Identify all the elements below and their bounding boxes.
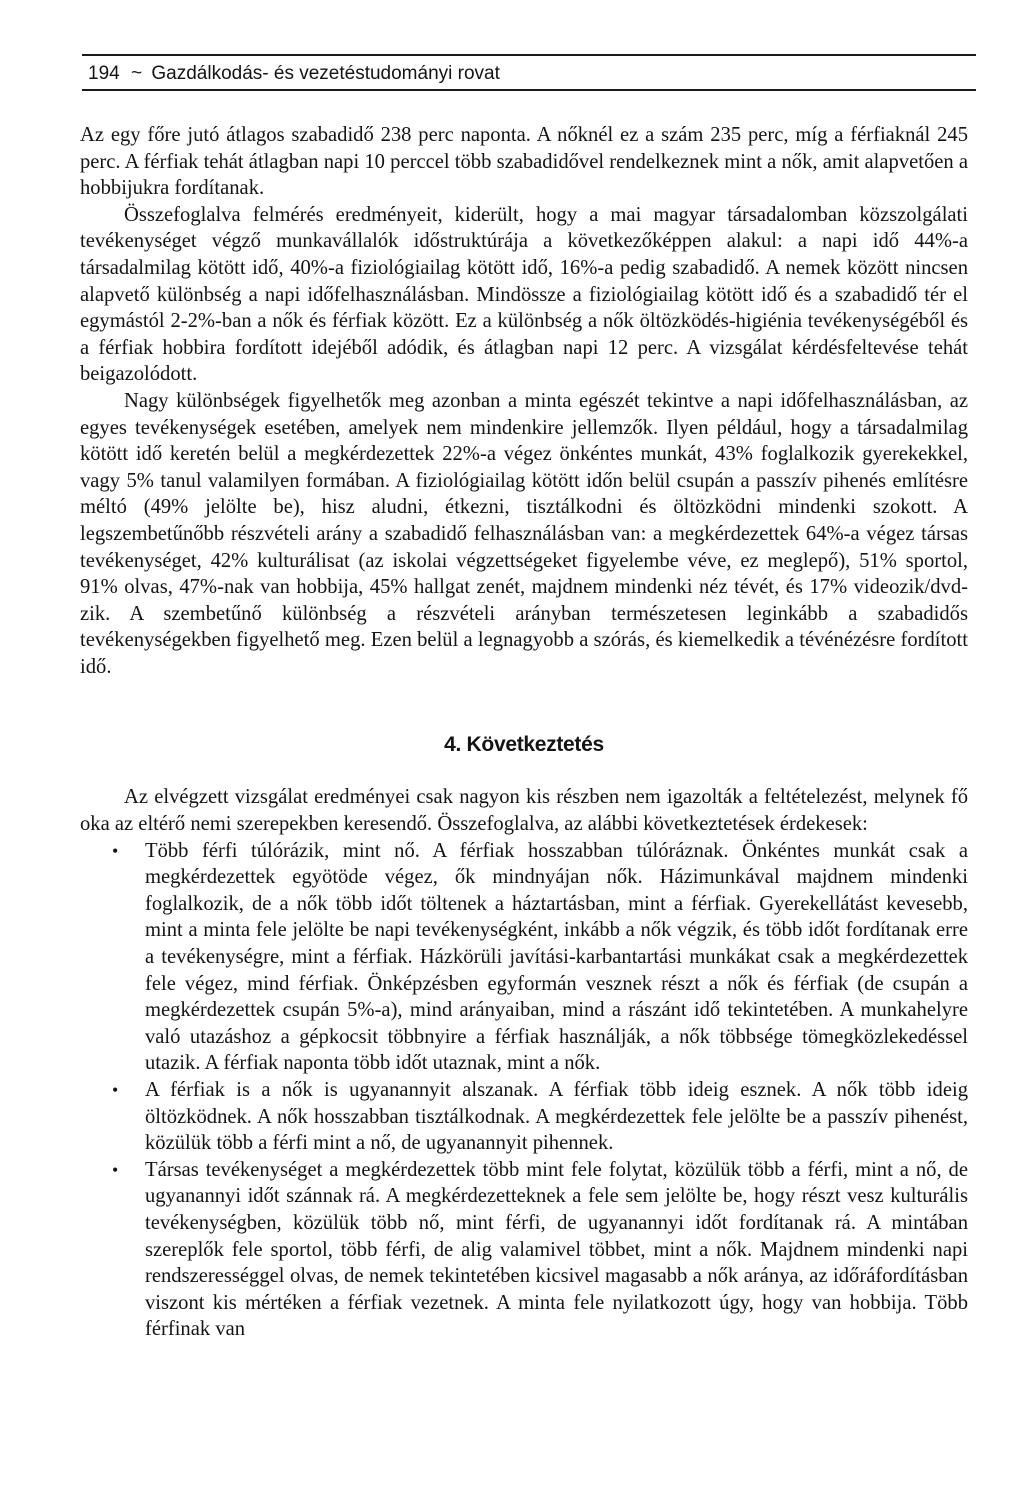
bullet-icon: • [112, 1159, 119, 1180]
paragraph-2: Összefoglalva felmérés eredményeit, kiderült, hogy a mai magyar társadalomban közszolgálati tevékenységet végző munkavállalók időstruktúrája a következőképpen alakul: a napi idő 44%-a társadalmilag kötött idő, 40%-a fiziológiailag kötött idő, 16%-a pedig szabadidő. A nemek között nincsen alapvető különbség a napi időfelhasználásban. Mindössze a fiziológiailag kötött idő és a szabadidő tér el egymástól 2-2%-ban a nők és férfiak között. Ez a különbség a nők öltözködés-higiénia tevékenységéből és a férfiak hobbira fordított idejéből adódik, és átlagban napi 12 perc. A vizsgálat kérdésfeltevése tehát beigazolódott. [80, 203, 968, 386]
page-number: 194 [88, 63, 120, 84]
running-header [88, 62, 974, 86]
conclusion-list [80, 838, 968, 1343]
header-rule-top [82, 54, 976, 56]
paragraph-3: Nagy különbségek figyelhetők meg azonban a minta egészét tekintve a napi időfelhasználásban, az egyes tevékenységek esetében, amelyek nem mindenkire jellemzők. Ilyen például, hogy a társadalmilag kötött idő keretén belül a megkérdezettek 22%-a végez önkéntes munkát, 43% foglalkozik gyerekekkel, vagy 5% tanul valamilyen formában. A fiziológiailag kötött időn belül csupán a passzív pihenés említésre méltó (49% jelölte be), hisz aludni, étkezni, tisztálkodni és öltözködni mindenki szokott. A legszembetűnőbb részvételi arány a szabadidő felhasználásban van: a megkérdezettek 64%-a végez társas tevékenységet, 42% kulturálisat (az iskolai végzettségeket figyelembe véve, ez meglepő), 51% sportol, 91% olvas, 47%-nak van hobbija, 45% hallgat zenét, majdnem mindenki néz tévét, és 17% videozik/dvd-zik. A szembetűnő különbség a részvételi arányban természetesen leginkább a szabadidős tevékenységekben figyelhető meg. Ezen belül a legnagyobb a szórás, és kiemelkedik a tévénézésre fordított idő. [80, 389, 968, 678]
header-rule-bottom [82, 89, 976, 91]
journal-section-title: Gazdálkodás- és vezetéstudományi rovat [151, 63, 500, 84]
list-item [112, 1077, 968, 1157]
body-text [80, 122, 968, 1343]
section-intro: Az elvégzett vizsgálat eredményei csak nagyon kis részben nem igazolták a feltételezést, melynek fő oka az eltérő nemi szerepekben keresendő. Összefoglalva, az alábbi következtetések érdekesek: [80, 786, 968, 836]
bullet-icon: • [112, 840, 119, 861]
list-item [112, 1157, 968, 1343]
list-item [112, 838, 968, 1077]
paragraph-1: Az egy főre jutó átlagos szabadidő 238 perc naponta. A nőknél ez a szám 235 perc, míg a férfiaknál 245 perc. A férfiak tehát átlagban napi 10 perccel több szabadidővel rendelkeznek mint a nők, amit alapvetően a hobbijukra fordítanak. [80, 124, 968, 200]
list-item-text: Több férfi túlórázik, mint nő. A férfiak hosszabban túlóráznak. Önkéntes munkát csak a megkérdezettek egyötöde végez, ők mindnyájan nők. Házimunkával majdnem mindenki foglalkozik, de a nők több időt töltenek a háztartásban, mint a férfiak. Gyerekellátást kevesebb, mint a minta fele jelölte be napi tevékenységként, inkább a nők végzik, és több időt fordítanak erre a tevékenységre, mint a férfiak. Házkörüli javítási-karbantartási munkákat csak a megkérdezettek fele végez, mind férfiak. Önképzésben egyformán vesznek részt a nők és férfiak (de csupán a megkérdezettek csupán 5%-a), mind arányaiban, mind a rászánt idő tekintetében. A munkahelyre való utazáshoz a gépkocsit többnyire a férfiak használják, a nők többsége tömegközlekedéssel utazik. A férfiak naponta több időt utaznak, mint a nők. [145, 839, 968, 1075]
list-item-text: A férfiak is a nők is ugyanannyit alszanak. A férfiak több ideig esznek. A nők több ideig öltözködnek. A nők hosszabban tisztálkodnak. A megkérdezettek fele jelölte be a passzív pihenést, közülük több a férfi mint a nő, de ugyanannyit pihennek. [145, 1079, 968, 1155]
section-heading: 4. Következtetés [444, 733, 604, 757]
list-item-text: Társas tevékenységet a megkérdezettek több mint fele folytat, közülük több a férfi, mint a nő, de ugyanannyi időt szánnak rá. A megkérdezetteknek a fele sem jelölte be, hogy részt vesz kulturális tevékenységben, közülük több nő, mint férfi, de ugyanannyi időt fordítanak rá. A mintában szereplők fele sportol, több férfi, de alig valamivel többet, mint a nők. Majdnem mindenki napi rendszerességgel olvas, de nemek tekintetében kicsivel magasabb a nők aránya, az időráfordításban viszont kis mértéken a férfiak vezetnek. A minta fele nyilatkozott úgy, hogy van hobbija. Több férfinak van [145, 1158, 968, 1341]
bullet-icon: • [112, 1080, 119, 1100]
header-separator: ~ [130, 63, 143, 84]
